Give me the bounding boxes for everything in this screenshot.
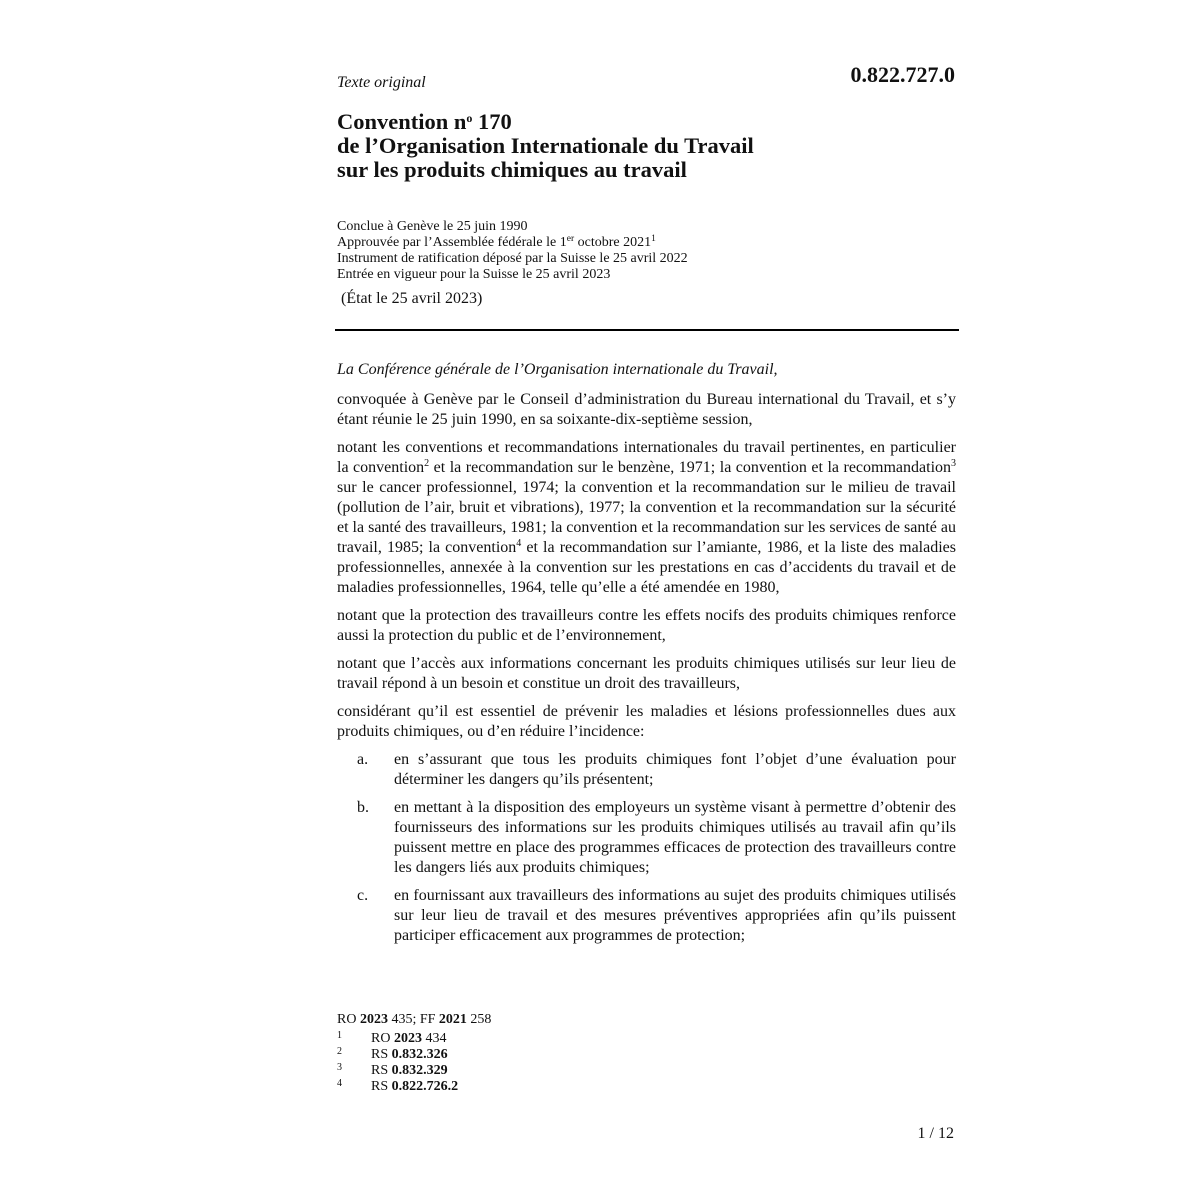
sr-number: 0.822.727.0 xyxy=(850,62,955,87)
texte-original-label: Texte original xyxy=(337,74,426,91)
footnotes xyxy=(337,1012,491,1095)
list-item-text: en mettant à la disposition des employeurs un système visant à permettre d’obtenir des fournisseurs des informations sur les produits chimiques utilisés au travail afin qu’ils puissent mettre en place des programmes efficaces de protection des travailleurs contre les dangers liés aux produits chimiques; xyxy=(394,799,956,876)
list-item-text: en s’assurant que tous les produits chimiques font l’objet d’une évaluation pour déterminer les dangers qu’ils présentent; xyxy=(394,751,956,788)
list-item xyxy=(337,886,956,946)
title-line-1: Convention $n^o$ 170 xyxy=(337,109,512,134)
meta-instrument: Instrument de ratification déposé par la Suisse le 25 avril 2022 xyxy=(337,251,688,266)
meta-conclue: Conclue à Genève le 25 juin 1990 xyxy=(337,219,528,234)
publication-reference: RO 2023 435; FF 2021 258 xyxy=(337,1012,492,1027)
footnote-3: 3 RS 0.832.329 xyxy=(337,1062,448,1078)
list-item-text: en fournissant aux travailleurs des informations au sujet des produits chimiques utilisés sur leur lieu de travail et des mesures préventives appropriées afin qu’ils puissent participer efficacement aux programmes de protection; xyxy=(394,887,956,944)
footnote-link[interactable]: 0.832.329 xyxy=(391,1063,448,1078)
preamble-paragraph: notant les conventions et recommandations internationales du travail pertinentes, en particulier la convention$^2$ et la recommandation sur le benzène, 1971; la convention et la recommandation$^3$ sur le cancer professionnel, 1974; la convention et la recommandation sur le milieu de travail (pollution de l’air, bruit et vibrations), 1977; la convention et la recommandation sur la sécurité et la santé des travailleurs, 1981; la convention et la recommandation sur les services de santé au travail, 1985; la convention$^4$ et la recommandation sur l’amiante, 1986, et la liste des maladies professionnelles, annexée à la convention sur les prestations en cas d’accidents du travail et de maladies professionnelles, 1964, telle qu’elle a été amendée en 1980, xyxy=(337,439,957,596)
list-item xyxy=(337,750,956,790)
preamble-paragraph: convoquée à Genève par le Conseil d’administration du Bureau international du Travail, et s’y étant réunie le 25 juin 1990, en sa soixante-dix-septième session, xyxy=(337,391,956,428)
footnote-ref-1[interactable]: 1 xyxy=(651,234,656,244)
preamble-intro: La Conférence générale de l’Organisation internationale du Travail, xyxy=(337,361,778,378)
footnote-ref-2[interactable]: 2 xyxy=(424,458,430,469)
etat-date: (État le 25 avril 2023) xyxy=(341,290,483,307)
header-divider xyxy=(335,329,959,331)
page-number: 1 / 12 xyxy=(917,1125,954,1142)
measures-list xyxy=(337,750,956,946)
footnote-2: 2 RS 0.832.326 xyxy=(337,1046,448,1062)
title-line-2: de l’Organisation Internationale du Travail xyxy=(337,133,754,158)
footnote-ref-3[interactable]: 3 xyxy=(951,458,957,469)
document-metadata xyxy=(337,219,688,283)
footnote-4: 4 RS 0.822.726.2 xyxy=(337,1078,459,1094)
title-line-3: sur les produits chimiques au travail xyxy=(337,157,687,182)
document-title xyxy=(337,110,754,182)
meta-entree: Entrée en vigueur pour la Suisse le 25 avril 2023 xyxy=(337,267,611,282)
footnote-link[interactable]: 2023 xyxy=(393,1031,422,1046)
list-marker: a. xyxy=(357,751,369,768)
list-marker: b. xyxy=(357,799,369,816)
preamble-paragraph: notant que l’accès aux informations concernant les produits chimiques utilisés sur leur lieu de travail répond à un besoin et constitue un droit des travailleurs, xyxy=(337,655,956,692)
footnote-1: 1 RO 2023 434 xyxy=(337,1030,447,1046)
meta-approuvee: Approuvée par l’Assemblée fédérale le 1er octobre 2021$^1$ xyxy=(337,234,656,250)
footnote-ref-4[interactable]: 4 xyxy=(516,538,522,549)
footnote-link[interactable]: 0.822.726.2 xyxy=(391,1079,459,1094)
footnote-link[interactable]: 0.832.326 xyxy=(391,1047,448,1062)
list-item xyxy=(337,798,956,878)
preamble-paragraph: notant que la protection des travailleurs contre les effets nocifs des produits chimiques renforce aussi la protection du public et de l’environnement, xyxy=(337,607,956,644)
preamble-paragraph: considérant qu’il est essentiel de prévenir les maladies et lésions professionnelles dues aux produits chimiques, ou d’en réduire l’incidence: xyxy=(337,703,956,740)
list-marker: c. xyxy=(357,887,369,904)
preamble xyxy=(337,360,956,954)
